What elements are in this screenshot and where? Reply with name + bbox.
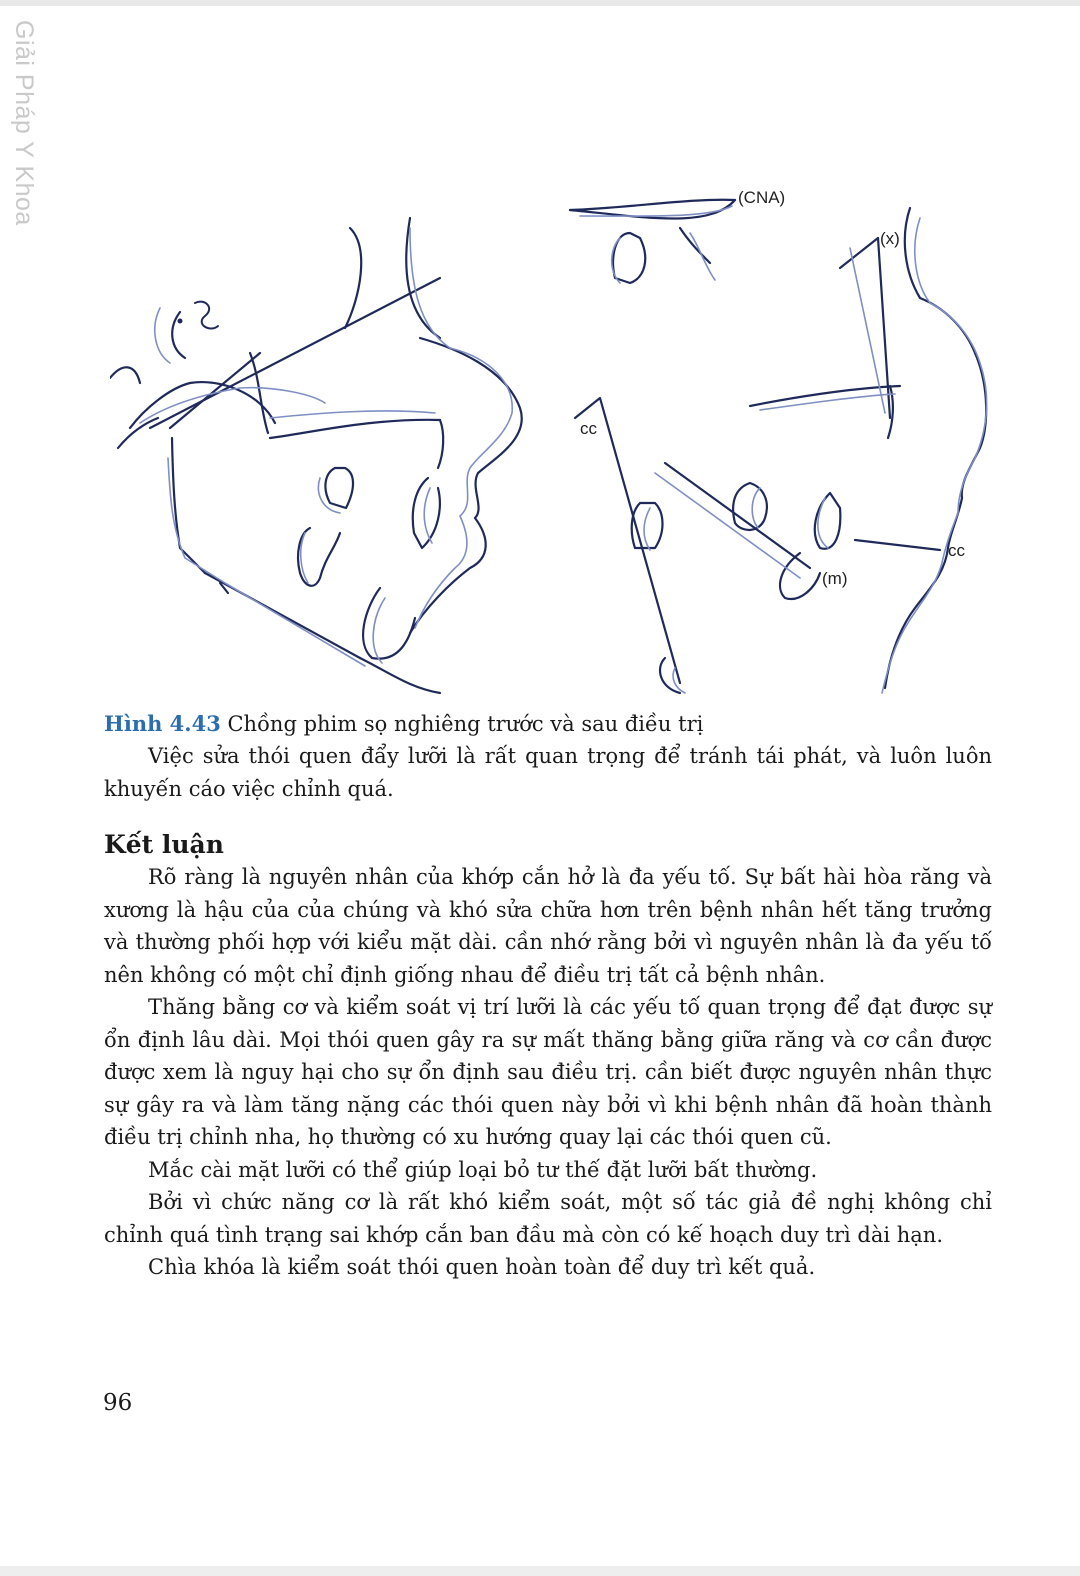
label-cc-right: cc	[948, 541, 965, 560]
right-tracing-dark	[570, 200, 986, 693]
label-cna: (CNA)	[738, 188, 786, 207]
label-x: (x)	[880, 229, 900, 248]
cephalometric-tracing	[110, 188, 993, 696]
paragraph: Rõ ràng là nguyên nhân của khớp cắn hở là đa yếu tố. Sự bất hài hòa răng và xương là hậu của của chúng và khó sửa chữa hơn trên bệnh nhân hết tăng trưởng và thường phối hợp với kiểu mặt dài. cần nhớ rằng bởi vì nguyên nhân là đa yếu tố nên không có một chỉ định giống nhau để điều trị tất cả bệnh nhân.	[104, 865, 992, 987]
figure-caption-text: Chồng phim sọ nghiêng trước và sau điều trị	[220, 712, 704, 736]
body-content	[104, 740, 992, 1284]
paragraph: Thăng bằng cơ và kiểm soát vị trí lưỡi là các yếu tố quan trọng để đạt được sự ổn định lâu dài. Mọi thói quen gây ra sự mất thăng bằng giữa răng và cơ cần được được xem là nguy hại cho sự ổn định sau điều trị. cần biết được nguyên nhân thực sự gây ra và làm tăng nặng các thói quen này bởi vì khi bệnh nhân đã hoàn thành điều trị chỉnh nha, họ thường có xu hướng quay lại các thói quen cũ.	[104, 995, 992, 1149]
left-tracing-dark	[110, 218, 522, 693]
section-heading: Kết luận	[104, 830, 224, 859]
paragraph: Chìa khóa là kiểm soát thói quen hoàn toàn để duy trì kết quả.	[148, 1255, 816, 1279]
figure-caption	[104, 708, 994, 740]
bottom-rule	[0, 1566, 1080, 1576]
left-tracing-light	[140, 228, 512, 666]
top-rule	[0, 0, 1080, 6]
paragraph: Bởi vì chức năng cơ là rất khó kiểm soát, một số tác giả đề nghị không chỉ chỉnh quá tình trạng sai khớp cắn ban đầu mà còn có kế hoạch duy trì dài hạn.	[104, 1190, 992, 1247]
page-number: 96	[103, 1390, 133, 1416]
label-cc-left: cc	[580, 419, 597, 438]
paragraph: Việc sửa thói quen đẩy lưỡi là rất quan trọng để tránh tái phát, và luôn luôn khuyến cáo việc chỉnh quá.	[104, 744, 992, 801]
right-tracing-light	[580, 206, 987, 693]
paragraph: Mắc cài mặt lưỡi có thể giúp loại bỏ tư thế đặt lưỡi bất thường.	[148, 1157, 818, 1182]
cephalometric-figure	[110, 188, 993, 696]
label-m: (m)	[822, 569, 848, 588]
watermark: Giải Pháp Y Khoa	[10, 20, 38, 226]
figure-label: Hình 4.43	[104, 711, 221, 736]
